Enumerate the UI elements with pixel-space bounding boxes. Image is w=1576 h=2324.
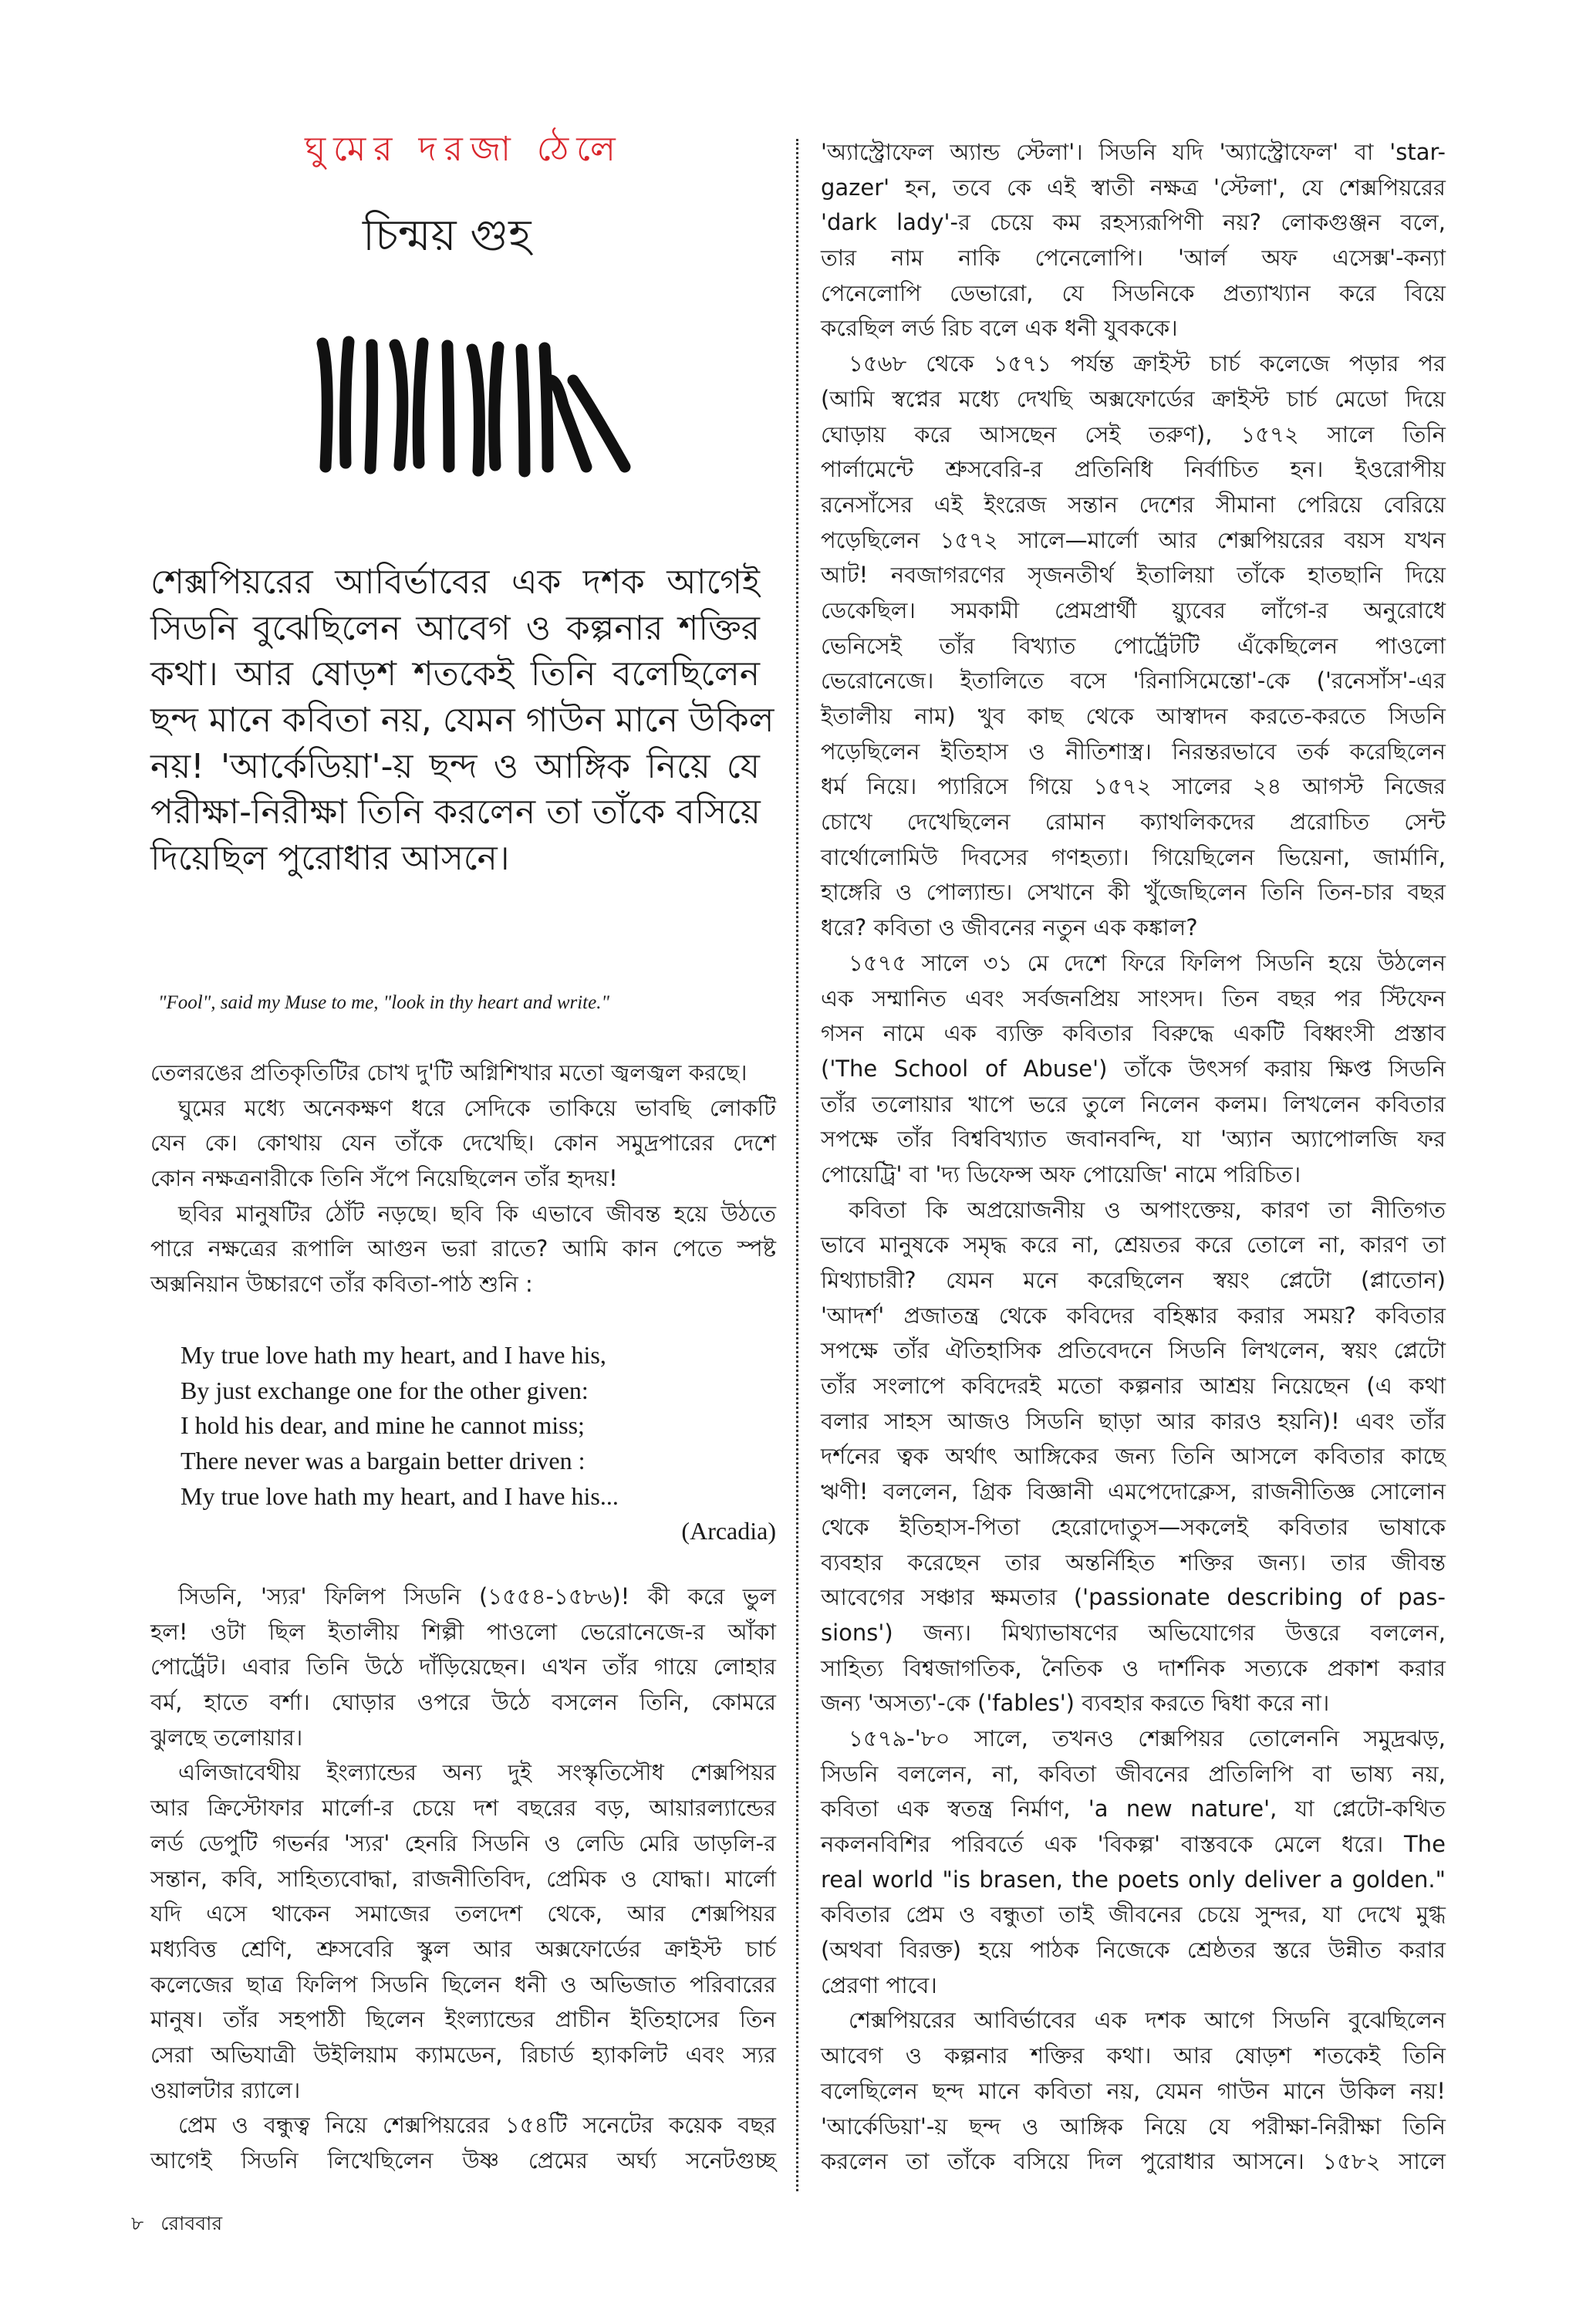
text-line: যেন কে। কোথায় যেন তাঁকে দেখেছি। কোন সমুদ্রপারের দেশে — [150, 1130, 776, 1157]
text-line: ছবির মানুষটির ঠোঁট নড়ছে। ছবি কি এভাবে জীবন্ত হয়ে উঠতে — [178, 1200, 776, 1227]
text-line: গসন নামে এক ব্যক্তি কবিতার বিরুদ্ধে একটি বিধ্বংসী প্রস্তাব — [821, 1020, 1446, 1047]
text-line: চোখে দেখেছিলেন রোমান ক্যাথলিকদের প্ররোচিত সেন্ট — [821, 809, 1446, 836]
text-line: সাহিত্য বিশ্বজাগতিক, নৈতিক ও দার্শনিক সত্যকে প্রকাশ করার — [821, 1654, 1446, 1681]
poem-line: My true love hath my heart, and I have his, — [181, 1341, 606, 1369]
poem-source: (Arcadia) — [681, 1517, 776, 1545]
text-line: দর্শনের ত্বক অর্থাৎ আঙ্গিকের জন্য তিনি আসলে কবিতার কাছে — [821, 1443, 1446, 1470]
paragraph — [821, 1193, 1446, 1721]
text-line: সিডনি বললেন, না, কবিতা জীবনের প্রতিলিপি বা ভাষ্য নয়, — [821, 1760, 1446, 1787]
poem-line: By just exchange one for the other given: — [181, 1376, 589, 1404]
text-line: আবেগ ও কল্পনার শক্তির কথা। আর ষোড়শ শতকেই তিনি — [821, 2042, 1446, 2069]
paragraph — [150, 1197, 776, 1302]
text-line: ঋণী! বললেন, গ্রিক বিজ্ঞানী এমপেদোক্লেস, রাজনীতিজ্ঞ সোলোন — [821, 1478, 1446, 1505]
text-line: পেনেলোপি ডেভারো, যে সিডনিকে প্রত্যাখ্যান করে বিয়ে — [821, 279, 1446, 306]
pull-quote-line: শেক্সপিয়রের আবির্ভাবের এক দশক আগেই — [150, 562, 760, 602]
text-line: ভেরোনেজে। ইতালিতে বসে 'রিনাসিমেন্তো'-কে ('রনেসাঁস'-এর — [821, 667, 1446, 694]
text-line: সন্তান, কবি, সাহিত্যবোদ্ধা, রাজনীতিবিদ, প্রেমিক ও যোদ্ধা। মার্লো — [150, 1865, 776, 1892]
text-line: (অথবা বিরক্ত) হয়ে পাঠক নিজেকে শ্রেষ্ঠতর স্তরে উন্নীত করার — [821, 1937, 1446, 1964]
magazine-name: রোববার — [160, 2212, 223, 2234]
left-column-body-bottom — [150, 1579, 776, 2179]
text-line: লর্ড ডেপুটি গভর্নর 'স্যর' হেনরি সিডনি ও লেডি মেরি ডাড়লি-র — [150, 1829, 776, 1856]
pull-quote-line: নয়! 'আর্কেডিয়া'-য় ছন্দ ও আঙ্গিক নিয়ে যে — [150, 746, 760, 786]
column-divider — [796, 139, 798, 2191]
text-line: মধ্যবিত্ত শ্রেণি, শ্রুসবেরি স্কুল আর অক্সফোর্ডের ক্রাইস্ট চার্চ — [150, 1935, 776, 1962]
text-line: ব্যবহার করেছেন তার অন্তর্নিহিত শক্তির জন্য। তার জীবন্ত — [821, 1549, 1446, 1576]
pull-quote — [150, 559, 775, 882]
text-line: 'আর্কেডিয়া'-য় ছন্দ ও আঙ্গিক নিয়ে যে পরীক্ষা-নিরীক্ষা তিনি — [821, 2113, 1446, 2140]
paragraph — [150, 2108, 776, 2178]
text-line: মানুষ। তাঁর সহপাঠী ছিলেন ইংল্যান্ডের প্রাচীন ইতিহাসের তিন — [150, 2006, 776, 2033]
page-footer — [131, 2208, 222, 2241]
text-line: মিথ্যাচারী? যেমন মনে করেছিলেন স্বয়ং প্লেটো (প্লাতোন) — [821, 1267, 1446, 1293]
text-line: বলেছিলেন ছন্দ মানে কবিতা নয়, যেমন গাউন মানে উকিল নয়! — [821, 2077, 1446, 2104]
pull-quote-line: ছন্দ মানে কবিতা নয়, যেমন গাউন মানে উকিল — [150, 701, 775, 741]
text-line: আর ক্রিস্টোফার মার্লো-র চেয়ে দশ বছরের বড়, আয়ারল্যান্ডের — [150, 1795, 776, 1822]
paragraph — [821, 346, 1446, 946]
text-line: ঘুমের মধ্যে অনেকক্ষণ ধরে সেদিকে তাকিয়ে ভাবছি লোকটি — [178, 1094, 776, 1121]
paragraph — [150, 1755, 776, 2108]
text-line: ভেনিসেই তাঁর বিখ্যাত পোর্ট্রেটটি এঁকেছিলেন পাওলো — [821, 632, 1446, 659]
text-line: কলেজের ছাত্র ফিলিপ সিডনি ছিলেন ধনী ও অভিজাত পরিবারের — [150, 1971, 776, 1998]
text-line: কবিতা এক স্বতন্ত্র নির্মাণ, 'a new nature', যা প্লেটো-কথিত — [821, 1795, 1446, 1822]
text-line: ঝুলছে তলোয়ার। — [150, 1724, 303, 1751]
page-number: ৮ — [131, 2212, 144, 2234]
tally-marks-illustration — [293, 328, 663, 505]
text-line: gazer' হন, তবে কে এই স্বাতী নক্ষত্র 'স্টেলা', যে শেক্সপিয়রের — [821, 174, 1446, 201]
text-line: অক্সনিয়ান উচ্চারণে তাঁর কবিতা-পাঠ শুনি : — [150, 1271, 533, 1298]
text-line: কোন নক্ষত্রনারীকে তিনি সঁপে নিয়েছিলেন তাঁর হৃদয়! — [150, 1165, 618, 1192]
text-line: তেলরঙের প্রতিকৃতিটির চোখ দু'টি অগ্নিশিখার মতো জ্বলজ্বল করছে। — [150, 1059, 748, 1086]
text-line: আগেই সিডনি লিখেছিলেন উষ্ণ প্রেমের অর্ঘ্য সনেটগুচ্ছ — [150, 2147, 776, 2174]
text-line: জন্য 'অসত্য'-কে ('fables') ব্যবহার করতে দ্বিধা করে না। — [821, 1690, 1330, 1717]
text-line: শেক্সপিয়রের আবির্ভাবের এক দশক আগে সিডনি বুঝেছিলেন — [849, 2007, 1446, 2034]
poem-quote — [181, 1338, 776, 1549]
text-line: (আমি স্বপ্নের মধ্যে দেখছি অক্সফোর্ডের ক্রাইস্ট চার্চ মেডো দিয়ে — [821, 385, 1446, 412]
text-line: 'অ্যাস্ট্রোফেল অ্যান্ড স্টেলা'। সিডনি যদি 'অ্যাস্ট্রোফেল' বা 'star- — [821, 139, 1446, 165]
left-column-body-top — [150, 1056, 776, 1302]
paragraph — [150, 1056, 776, 1091]
pull-quote-line: দিয়েছিল পুরোধার আসনে। — [150, 839, 510, 879]
text-line: ধর্ম নিয়ে। প্যারিসে গিয়ে ১৫৭২ সালের ২৪ আগস্ট নিজের — [821, 773, 1446, 800]
text-line: এক সম্মানিত এবং সর্বজনপ্রিয় সাংসদ। তিন বছর পর স্টিফেন — [821, 985, 1446, 1012]
text-line: হল! ওটা ছিল ইতালীয় শিল্পী পাওলো ভেরোনেজে-র আঁকা — [150, 1618, 776, 1645]
article-title: ঘুমের দরজা ঠেলে — [305, 130, 623, 169]
text-line: ('The School of Abuse') তাঁকে উৎসর্গ করায় ক্ষিপ্ত সিডনি — [821, 1055, 1446, 1082]
right-column-body — [821, 135, 1446, 2180]
text-line: ১৫৭৫ সালে ৩১ মে দেশে ফিরে ফিলিপ সিডনি হয়ে উঠলেন — [849, 949, 1446, 976]
text-line: হাঙ্গেরি ও পোল্যান্ড। সেখানে কী খুঁজেছিলেন তিনি তিন-চার বছর — [821, 879, 1446, 906]
text-line: থেকে ইতিহাস-পিতা হেরোদোতুস—সকলেই কবিতার ভাষাকে — [821, 1513, 1446, 1540]
text-line: প্রেরণা পাবে। — [821, 1971, 937, 1998]
text-line: আবেগের সঞ্চার ক্ষমতার ('passionate describing of pas- — [821, 1584, 1446, 1611]
text-line: বর্ম, হাতে বর্শা। ঘোড়ার ওপরে উঠে বসলেন তিনি, কোমরে — [150, 1689, 776, 1716]
text-line: 'dark lady'-র চেয়ে কম রহস্যরূপিণী নয়? লোকগুঞ্জন বলে, — [821, 209, 1446, 236]
text-line: সপক্ষে তাঁর বিশ্ববিখ্যাত জবানবন্দি, যা 'অ্যান অ্যাপোলজি ফর — [821, 1126, 1446, 1153]
text-line: পারে নক্ষত্রের রূপালি আগুন ভরা রাতে? আমি কান পেতে স্পষ্ট — [150, 1235, 776, 1262]
pull-quote-line: কথা। আর ষোড়শ শতকেই তিনি বলেছিলেন — [150, 654, 760, 694]
text-line: বলার সাহস আজও সিডনি ছাড়া আর কারও হয়নি)! এবং তাঁর — [821, 1407, 1446, 1434]
text-line: ইতালীয় নাম) খুব কাছ থেকে আস্বাদন করতে-করতে সিডনি — [821, 703, 1446, 729]
text-line: ভাবে মানুষকে সমৃদ্ধ করে না, শ্রেয়তর করে তোলে না, কারণ তা — [821, 1231, 1446, 1258]
text-line: ধরে? কবিতা ও জীবনের নতুন এক কঙ্কাল? — [821, 914, 1198, 941]
text-line: করেছিল লর্ড রিচ বলে এক ধনী যুবককে। — [821, 315, 1178, 342]
text-line: রনেসাঁসের এই ইংরেজ সন্তান দেশের সীমানা পেরিয়ে বেরিয়ে — [821, 491, 1446, 518]
text-line: পড়েছিলেন ১৫৭২ সালে—মার্লো আর শেক্সপিয়রের বয়স যখন — [821, 526, 1446, 553]
poem-line: There never was a bargain better driven : — [181, 1447, 586, 1475]
text-line: সিডনি, 'স্যর' ফিলিপ সিডনি (১৫৫৪-১৫৮৬)! কী করে ভুল — [178, 1583, 776, 1610]
text-line: কবিতা কি অপ্রয়োজনীয় ও অপাংক্তেয়, কারণ তা নীতিগত — [849, 1196, 1446, 1223]
text-line: কবিতার প্রেম ও বন্ধুতা তাই জীবনের চেয়ে সুন্দর, যা দেখে মুগ্ধ — [821, 1901, 1446, 1928]
text-line: ডেকেছিল। সমকামী প্রেমপ্রার্থী য়্যুবের লাঁগে-র অনুরোধে — [821, 596, 1446, 623]
text-line: প্রেম ও বন্ধুত্ব নিয়ে শেক্সপিয়রের ১৫৪টি সনেটের কয়েক বছর — [178, 2112, 776, 2139]
text-line: তাঁর সংলাপে কবিদেরই মতো কল্পনার আশ্রয় নিয়েছেন (এ কথা — [821, 1373, 1446, 1400]
text-line: ওয়ালটার র‍্যালে। — [150, 2076, 301, 2103]
paragraph — [821, 2003, 1446, 2179]
text-line: নকলনবিশির পরিবর্তে এক 'বিকল্প' বাস্তবকে মেলে ধরে। The — [821, 1831, 1446, 1857]
text-line: ১৫৬৮ থেকে ১৫৭১ পর্যন্ত ক্রাইস্ট চার্চ কলেজে পড়ার পর — [849, 350, 1446, 377]
text-line: ঘোড়ায় করে আসছেন সেই তরুণ), ১৫৭২ সালে তিনি — [821, 421, 1446, 448]
text-line: করলেন তা তাঁকে বসিয়ে দিল পুরোধার আসনে। ১৫৮২ সালে — [821, 2148, 1446, 2175]
text-line: আট! নবজাগরণের সৃজনতীর্থ ইতালিয়া তাঁকে হাতছানি দিয়ে — [821, 562, 1446, 589]
text-line: বার্থোলোমিউ দিবসের গণহত্যা। গিয়েছিলেন ভিয়েনা, জার্মানি, — [821, 843, 1446, 870]
text-line: পোর্ট্রেট। এবার তিনি উঠে দাঁড়িয়েছেন। এখন তাঁর গায়ে লোহার — [150, 1653, 776, 1681]
text-line: পোয়েট্রি' বা 'দ্য ডিফেন্স অফ পোয়েজি' নামে পরিচিত। — [821, 1160, 1301, 1187]
text-line: সপক্ষে তাঁর ঐতিহাসিক প্রতিবেদনে সিডনি লিখলেন, স্বয়ং প্লেটো — [821, 1337, 1446, 1364]
paragraph — [821, 135, 1446, 346]
text-line: real world "is brasen, the poets only deliver a golden." — [821, 1866, 1446, 1893]
pull-quote-line: পরীক্ষা-নিরীক্ষা তিনি করলেন তা তাঁকে বসিয়ে — [150, 792, 761, 833]
text-line: sions') জন্য। মিথ্যাভাষণের অভিযোগের উত্তরে বললেন, — [821, 1619, 1446, 1646]
pull-quote-line: সিডনি বুঝেছিলেন আবেগ ও কল্পনার শক্তির — [150, 608, 760, 648]
paragraph — [821, 946, 1446, 1193]
text-line: পার্লামেন্টে শ্রুসবেরি-র প্রতিনিধি নির্বাচিত হন। ইওরোপীয় — [821, 456, 1446, 483]
text-line: এলিজাবেথীয় ইংল্যান্ডের অন্য দুই সংস্কৃতিসৌধ শেক্সপিয়র — [178, 1759, 776, 1786]
poem-line: I hold his dear, and mine he cannot miss; — [181, 1411, 585, 1440]
paragraph — [150, 1091, 776, 1197]
text-line: তাঁর তলোয়ার খাপে ভরে তুলে নিলেন কলম। লিখলেন কবিতার — [821, 1090, 1446, 1117]
author-name: চিন্ময় গুহ — [363, 211, 532, 261]
poem-line: My true love hath my heart, and I have his... — [181, 1481, 619, 1510]
paragraph — [821, 1721, 1446, 2004]
text-line: যদি এসে থাকেন সমাজের তলদেশ থেকে, আর শেক্সপিয়র — [150, 1900, 776, 1927]
text-line: 'আদর্শ' প্রজাতন্ত্র থেকে কবিদের বহিষ্কার করার সময়? কবিতার — [821, 1302, 1446, 1329]
text-line: সেরা অভিযাত্রী উইলিয়াম ক্যামডেন, রিচার্ড হ্যাকলিট এবং স্যর — [150, 2041, 776, 2068]
text-line: তার নাম নাকি পেনেলোপি। 'আর্ল অফ এসেক্স'-কন্যা — [821, 245, 1446, 272]
text-line: ১৫৭৯-'৮০ সালে, তখনও শেক্সপিয়র তোলেননি সমুদ্রঝড়, — [849, 1724, 1446, 1751]
text-line: পড়েছিলেন ইতিহাস ও নীতিশাস্ত্র। নিরন্তরভাবে তর্ক করেছিলেন — [821, 738, 1446, 765]
epigraph: "Fool", said my Muse to me, "look in thy heart and write." — [158, 992, 609, 1013]
paragraph — [150, 1579, 776, 1755]
